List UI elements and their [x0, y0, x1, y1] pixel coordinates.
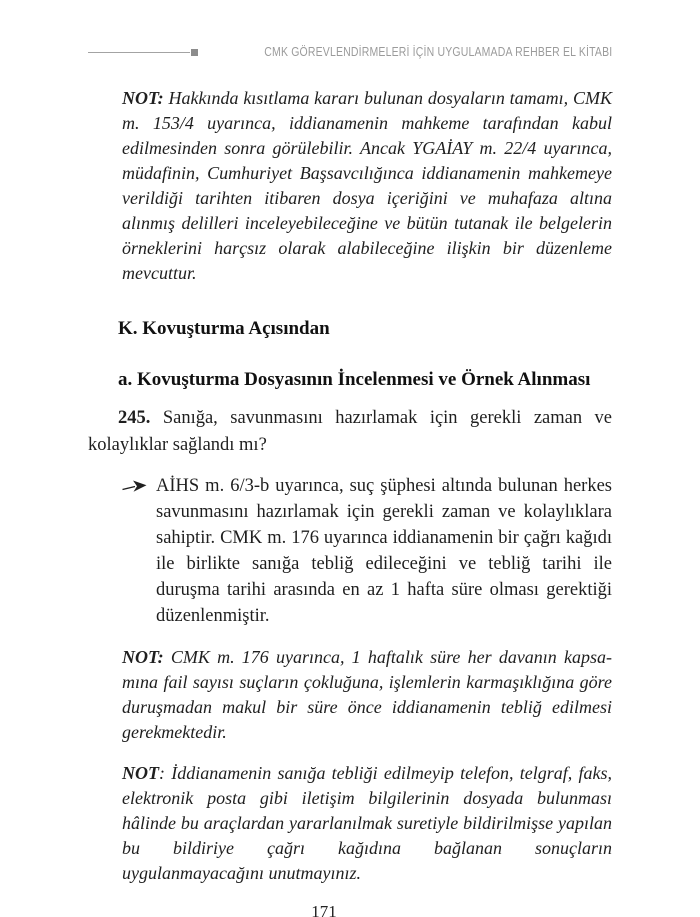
note-text: CMK m. 176 uyarınca, 1 haftalık süre her davanın kapsamına fail sayısı suçların çokluğuna, işlemlerin karmaşıklığına göre duruşmadan makul bir süre önce iddianamenin tebliğ edilmesi gerekmektedir. — [122, 647, 613, 742]
note-label: NOT: — [122, 647, 164, 667]
section-heading-k: K. Kovuşturma Açısından — [118, 318, 330, 339]
page-footer — [88, 902, 612, 917]
page-body — [88, 86, 612, 886]
subsection-heading-a: a. Kovuşturma Dosyasının İncelenmesi ve Örnek Alınması — [118, 369, 591, 390]
note-paragraph-1 — [122, 86, 612, 286]
note-paragraph-3 — [122, 761, 612, 886]
arrow-bullet-icon — [122, 473, 156, 493]
numbered-paragraph-245 — [88, 405, 612, 459]
header-rule-line — [88, 52, 190, 53]
note-label-separator: : — [159, 763, 165, 783]
note-paragraph-2 — [122, 645, 612, 745]
note-label: NOT: — [122, 88, 164, 108]
running-header-title: CMK GÖREVLENDİRMELERİ İÇİN UYGULAMADA REHBER EL KİTABI — [263, 45, 612, 59]
arrow-list-item — [122, 473, 612, 629]
note-text: İddianamenin sanığa tebliği edilmeyip telefon, telgraf, faks, elektronik posta gibi iletişim bilgilerinin dosyada bulunması hâlinde bu araçlardan yararlanılmak suretiyle bildirilmişse yapılan bu bildiriye çağrı kağıdına bağlanan sonuçların uygulanmayacağını unutmayınız. — [122, 763, 613, 883]
running-header — [88, 44, 612, 60]
header-rule-square-icon — [191, 49, 198, 56]
paragraph-text: Sanığa, savunmasını hazırlamak için gerekli zaman ve kolaylıklar sağlandı mı? — [88, 408, 613, 455]
page-number: 171 — [311, 902, 337, 917]
note-label: NOT — [122, 763, 159, 783]
paragraph-number: 245. — [118, 408, 151, 428]
arrow-list-item-text: AİHS m. 6/3-b uyarınca, suç şüphesi altında bulunan herkes savunmasını hazırlamak için gerekli zaman ve kolaylıklara sahiptir. CMK m. 176 uyarınca iddianamenin bir çağrı kağıdı ile birlikte sanığa tebliğ edileceğini ve tebliğ tarihi ile duruşma tarihi arasında en az 1 hafta süre olması gerektiği düzenlenmiştir. — [156, 476, 612, 626]
note-text: Hakkında kısıtlama kararı bulunan dosyaların tamamı, CMK m. 153/4 uyarınca, iddianamenin mahkeme tarafından kabul edilmesinden sonra görülebilir. Ancak YGAİAY m. 22/4 uyarınca, müdafinin, Cumhuriyet Başsavcılığınca iddianamenin mahkemeye verildiği tarihten itibaren dosya içeriğini ve muhafaza altına alınmış delilleri inceleyebileceğine ve bütün tutanak ile belgelerin örneklerini harçsız olarak alabileceğine ilişkin bir düzenleme mevcuttur. — [122, 88, 613, 283]
